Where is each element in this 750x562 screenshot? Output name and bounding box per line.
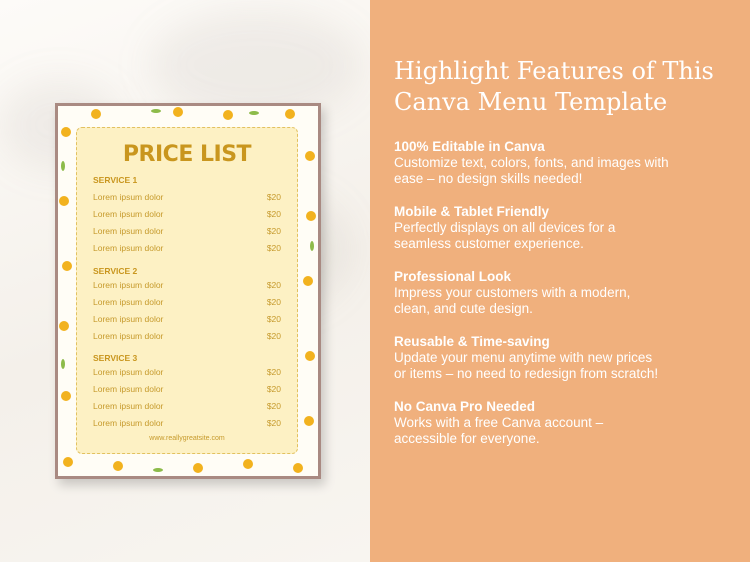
feature-title: 100% Editable in Canva bbox=[394, 139, 545, 154]
item-price: $20 bbox=[266, 226, 281, 236]
item-price: $20 bbox=[266, 192, 281, 202]
feature-desc: Impress your customers with a modern, bbox=[394, 285, 631, 300]
leaf bbox=[61, 359, 65, 369]
feature-item bbox=[394, 203, 739, 252]
orange-dot bbox=[243, 459, 253, 469]
website-text: www.reallygreatsite.com bbox=[149, 435, 225, 442]
feature-desc: ease – no design skills needed! bbox=[394, 171, 583, 186]
feature-item bbox=[394, 138, 739, 187]
feature-item bbox=[394, 398, 739, 447]
orange-dot bbox=[113, 461, 123, 471]
orange-dot bbox=[63, 457, 73, 467]
feature-title: Professional Look bbox=[394, 269, 512, 284]
feature-title: No Canva Pro Needed bbox=[394, 399, 536, 414]
orange-dot bbox=[305, 351, 315, 361]
leaf bbox=[61, 161, 65, 171]
features-heading bbox=[394, 56, 744, 118]
feature-desc: clean, and cute design. bbox=[394, 301, 533, 316]
item-price: $20 bbox=[266, 384, 281, 394]
service-heading: SERVICE 2 bbox=[93, 266, 138, 276]
orange-dot bbox=[193, 463, 203, 473]
orange-dot bbox=[293, 463, 303, 473]
item-price: $20 bbox=[266, 314, 281, 324]
item-name: Lorem ipsum dolor bbox=[93, 331, 164, 341]
orange-dot bbox=[304, 416, 314, 426]
item-name: Lorem ipsum dolor bbox=[93, 401, 164, 411]
price-list-card bbox=[76, 127, 298, 454]
item-name: Lorem ipsum dolor bbox=[93, 418, 164, 428]
item-name: Lorem ipsum dolor bbox=[93, 297, 164, 307]
orange-dot bbox=[303, 276, 313, 286]
orange-dot bbox=[285, 109, 295, 119]
service-heading: SERVICE 3 bbox=[93, 353, 138, 363]
leaf bbox=[151, 109, 161, 113]
item-price: $20 bbox=[266, 418, 281, 428]
heading-line: Highlight Features of This bbox=[394, 57, 714, 85]
item-price: $20 bbox=[266, 331, 281, 341]
feature-title: Mobile & Tablet Friendly bbox=[394, 204, 550, 219]
orange-dot bbox=[91, 109, 101, 119]
item-name: Lorem ipsum dolor bbox=[93, 314, 164, 324]
item-name: Lorem ipsum dolor bbox=[93, 192, 164, 202]
feature-title: Reusable & Time-saving bbox=[394, 334, 550, 349]
feature-desc: Works with a free Canva account – bbox=[394, 415, 604, 430]
feature-desc: accessible for everyone. bbox=[394, 431, 540, 446]
leaf bbox=[153, 468, 163, 472]
feature-desc: seamless customer experience. bbox=[394, 236, 584, 251]
item-name: Lorem ipsum dolor bbox=[93, 367, 164, 377]
service-heading: SERVICE 1 bbox=[93, 175, 138, 185]
orange-dot bbox=[223, 110, 233, 120]
feature-item bbox=[394, 333, 739, 382]
item-price: $20 bbox=[266, 367, 281, 377]
item-name: Lorem ipsum dolor bbox=[93, 243, 164, 253]
item-price: $20 bbox=[266, 401, 281, 411]
orange-dot bbox=[62, 261, 72, 271]
feature-desc: Perfectly displays on all devices for a bbox=[394, 220, 616, 235]
item-name: Lorem ipsum dolor bbox=[93, 280, 164, 290]
item-price: $20 bbox=[266, 280, 281, 290]
feature-item bbox=[394, 268, 739, 317]
orange-dot bbox=[61, 127, 71, 137]
feature-desc: Customize text, colors, fonts, and images with bbox=[394, 155, 669, 170]
leaf bbox=[249, 111, 259, 115]
heading-line: Canva Menu Template bbox=[394, 88, 668, 116]
item-price: $20 bbox=[266, 243, 281, 253]
item-name: Lorem ipsum dolor bbox=[93, 226, 164, 236]
item-name: Lorem ipsum dolor bbox=[93, 384, 164, 394]
item-name: Lorem ipsum dolor bbox=[93, 209, 164, 219]
feature-desc: Update your menu anytime with new prices bbox=[394, 350, 653, 365]
orange-dot bbox=[61, 391, 71, 401]
features-panel bbox=[370, 0, 750, 562]
orange-dot bbox=[306, 211, 316, 221]
orange-dot bbox=[59, 196, 69, 206]
menu-frame bbox=[55, 103, 321, 479]
item-price: $20 bbox=[266, 209, 281, 219]
orange-dot bbox=[173, 107, 183, 117]
feature-desc: or items – no need to redesign from scratch! bbox=[394, 366, 659, 381]
price-list-title: PRICE LIST bbox=[122, 142, 252, 167]
item-price: $20 bbox=[266, 297, 281, 307]
orange-dot bbox=[59, 321, 69, 331]
mockup-panel bbox=[0, 0, 370, 562]
leaf bbox=[310, 241, 314, 251]
orange-dot bbox=[305, 151, 315, 161]
